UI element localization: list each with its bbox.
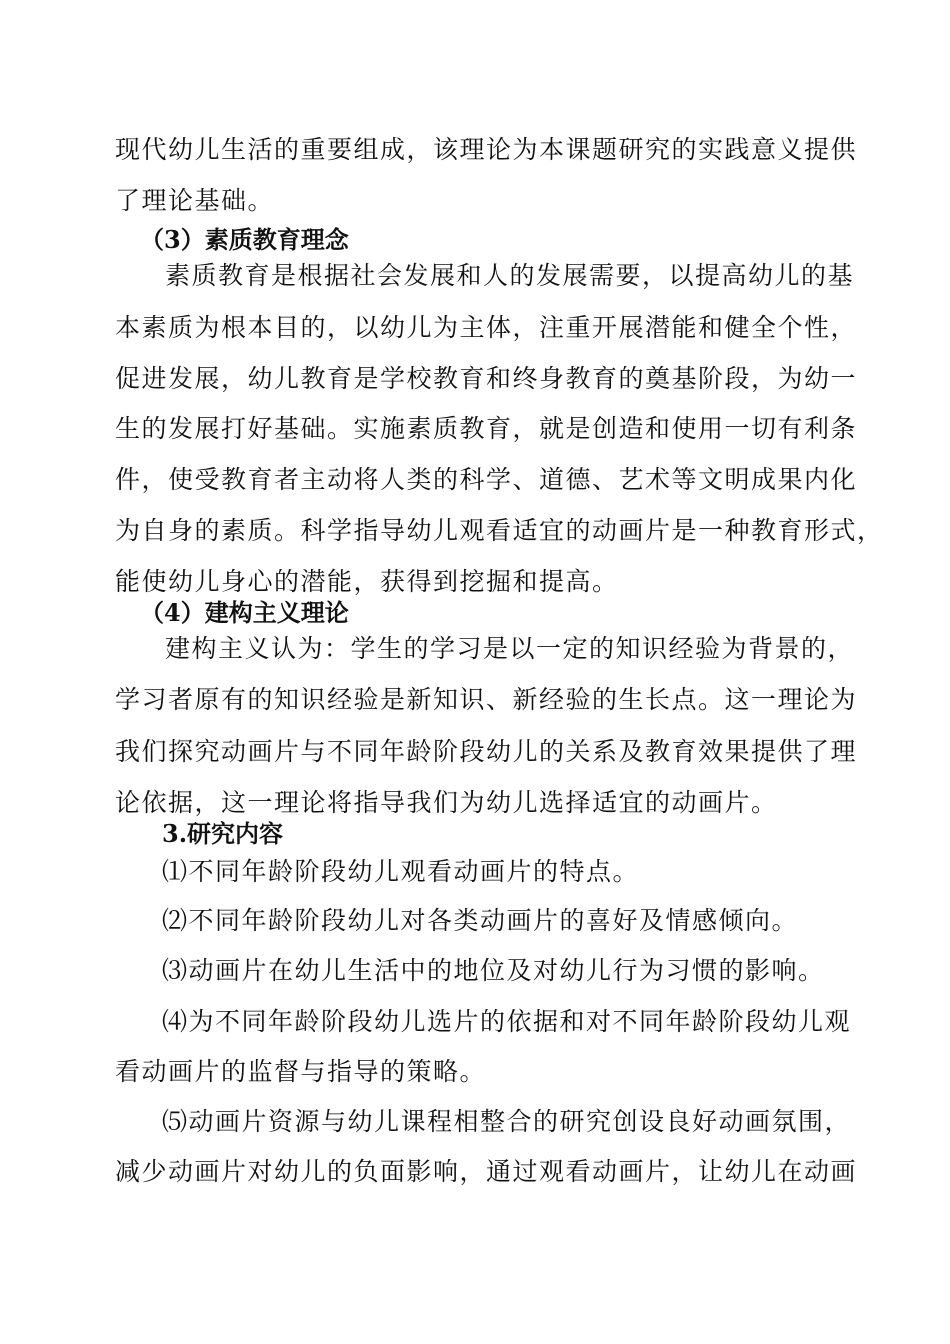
section-heading: （3）素质教育理念 — [140, 225, 349, 254]
list-item: ⑷为不同年龄阶段幼儿选片的依据和对不同年龄阶段幼儿观 — [162, 1007, 852, 1036]
intro-line: 现代幼儿生活的重要组成，该理论为本课题研究的实践意义提供 — [115, 135, 858, 164]
paragraph-line: 件，使受教育者主动将人类的科学、道德、艺术等文明成果内化 — [115, 465, 858, 494]
section-heading: （4）建构主义理论 — [140, 598, 349, 627]
paragraph-line: 我们探究动画片与不同年龄阶段幼儿的关系及教育效果提供了理 — [115, 737, 858, 766]
list-item: ⑶动画片在幼儿生活中的地位及对幼儿行为习惯的影响。 — [162, 956, 825, 985]
paragraph-line: 为自身的素质。科学指导幼儿观看适宜的动画片是一种教育形式， — [115, 516, 884, 545]
paragraph-line: 学习者原有的知识经验是新知识、新经验的生长点。这一理论为 — [115, 685, 858, 714]
paragraph-line: 能使幼儿身心的潜能，获得到挖掘和提高。 — [115, 567, 619, 596]
list-item: ⑴不同年龄阶段幼儿观看动画片的特点。 — [162, 857, 640, 886]
paragraph-line: 建构主义认为：学生的学习是以一定的知识经验为背景的， — [165, 634, 855, 663]
paragraph-line: 素质教育是根据社会发展和人的发展需要，以提高幼儿的基 — [165, 261, 855, 290]
paragraph-line: 促进发展，幼儿教育是学校教育和终身教育的奠基阶段，为幼一 — [115, 364, 858, 393]
list-item: ⑸动画片资源与幼儿课程相整合的研究创设良好动画氛围， — [162, 1107, 852, 1136]
list-item-continuation: 看动画片的监督与指导的策略。 — [115, 1057, 487, 1086]
paragraph-line: 生的发展打好基础。实施素质教育，就是创造和使用一切有利条 — [115, 414, 858, 443]
paragraph-line: 论依据，这一理论将指导我们为幼儿选择适宜的动画片。 — [115, 788, 778, 817]
paragraph-line: 本素质为根本目的，以幼儿为主体，注重开展潜能和健全个性， — [115, 313, 858, 342]
list-item: ⑵不同年龄阶段幼儿对各类动画片的喜好及情感倾向。 — [162, 906, 799, 935]
list-item-continuation: 减少动画片对幼儿的负面影响，通过观看动画片，让幼儿在动画 — [115, 1157, 858, 1186]
section-heading: 3.研究内容 — [162, 819, 284, 848]
intro-line: 了理论基础。 — [115, 186, 275, 215]
